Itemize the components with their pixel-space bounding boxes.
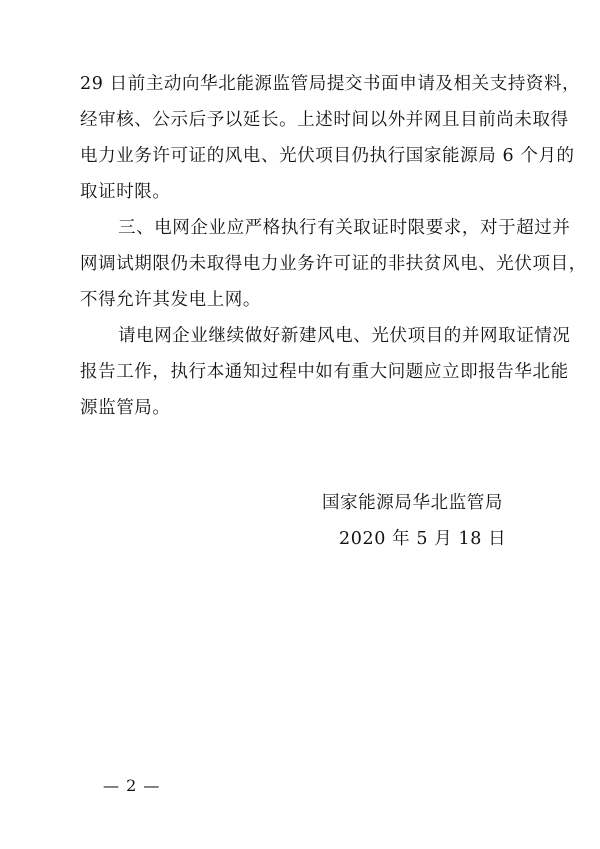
issuing-organization: 国家能源局华北监管局 <box>322 493 503 513</box>
body-line: 取证时限。 <box>80 182 171 202</box>
body-line: 源监管局。 <box>80 398 171 418</box>
body-line: 三、电网企业应严格执行有关取证时限要求，对于超过并 <box>118 218 571 238</box>
body-line: 29 日前主动向华北能源监管局提交书面申请及相关支持资料， <box>80 74 581 94</box>
issue-date: 2020 年 5 月 18 日 <box>339 529 507 549</box>
body-line: 不得允许其发电上网。 <box>80 290 261 310</box>
body-line: 经审核、公示后予以延长。上述时间以外并网且目前尚未取得 <box>80 110 569 130</box>
body-line: 请电网企业继续做好新建风电、光伏项目的并网取证情况 <box>118 326 571 346</box>
body-line: 报告工作，执行本通知过程中如有重大问题应立即报告华北能 <box>80 362 569 382</box>
body-line: 电力业务许可证的风电、光伏项目仍执行国家能源局 6 个月的 <box>80 146 575 166</box>
page-number: — 2 — <box>103 776 161 795</box>
body-line: 网调试期限仍未取得电力业务许可证的非扶贫风电、光伏项目， <box>80 254 587 274</box>
